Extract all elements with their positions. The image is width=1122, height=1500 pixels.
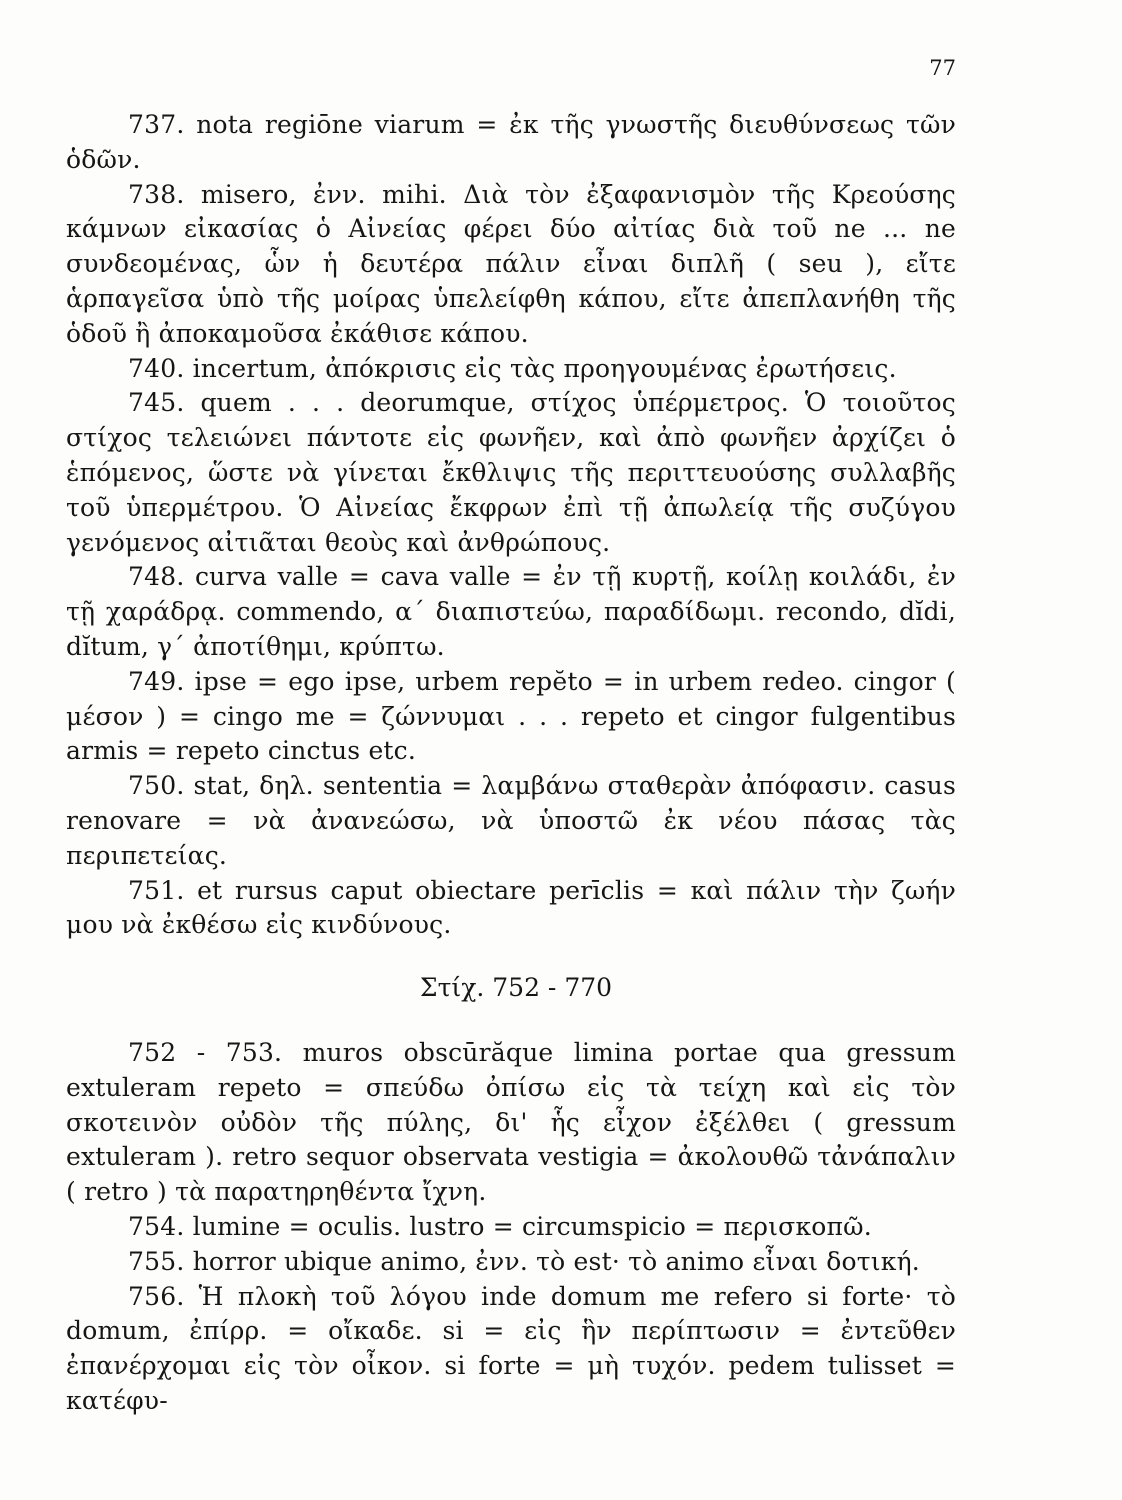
entry-752-753: 752 - 753. muros obscūrăque limina portae qua gressum extuleram repeto = σπεύδω ὀπίσω εἰς τὰ τείχη καὶ εἰς τὸν σκοτεινὸν οὐδὸν τῆς πύλης, δι' ἧς εἶχον ἐξέλθει ( gressum extuleram ). retro sequor observata vestigia = ἀκολουθῶ τἀνάπαλιν ( retro ) τὰ παρατηρηθέντα ἴχνη. (66, 1037, 956, 1207)
entry-756: 756. Ἡ πλοκὴ τοῦ λόγου inde domum me refero si forte· τὸ domum, ἐπίρρ. = οἴκαδε. si = εἰς ἣν περίπτωσιν = ἐντεῦθεν ἐπανέρχομαι εἰς τὸν οἶκον. si forte = μὴ τυχόν. pedem tulisset = κατέφυ- (66, 1281, 956, 1415)
section-heading: Στίχ. 752 - 770 (419, 973, 613, 1003)
commentary-text (66, 108, 956, 1419)
entry-745: 745. quem . . . deorumque, στίχος ὑπέρμετρος. Ὁ τοιοῦτος στίχος τελειώνει πάντοτε εἰς φωνῆεν, καὶ ἀπὸ φωνῆεν ἀρχίζει ὁ ἑπόμενος, ὥστε νὰ γίνεται ἔκθλιψις τῆς περιττευούσης συλλαβῆς τοῦ ὑπερμέτρου. Ὁ Αἰνείας ἔκφρων ἐπὶ τῇ ἀπωλείᾳ τῆς συζύγου γενόμενος αἰτιᾶται θεοὺς καὶ ἀνθρώπους. (66, 388, 956, 557)
entry-750: 750. stat, δηλ. sententia = λαμβάνω σταθερὰν ἀπόφασιν. casus renovare = νὰ ἀνανεώσω, νὰ ὑποστῶ ἐκ νέου πάσας τὰς περιπετείας. (66, 771, 956, 870)
entry-748: 748. curva valle = cava valle = ἐν τῇ κυρτῇ, κοίλῃ κοιλάδι, ἐν τῇ χαράδρᾳ. commendo, α΄ διαπιστεύω, παραδίδωμι. recondo, dĭdi, dĭtum, γ΄ ἀποτίθημι, κρύπτω. (66, 562, 956, 661)
entry-754: 754. lumine = oculis. lustro = circumspicio = περισκοπῶ. (128, 1211, 872, 1241)
entry-738: 738. misero, ἐνν. mihi. Διὰ τὸν ἐξαφανισμὸν τῆς Κρεούσης κάμνων εἰκασίας ὁ Αἰνείας φέρει δύο αἰτίας διὰ τοῦ ne ... ne συνδεομένας, ὧν ἡ δευτέρα πάλιν εἶναι διπλῆ ( seu ), εἴτε ἁρπαγεῖσα ὑπὸ τῆς μοίρας ὑπελείφθη κάπου, εἴτε ἀπεπλανήθη τῆς ὁδοῦ ἢ ἀποκαμοῦσα ἐκάθισε κάπου. (66, 179, 956, 348)
entry-740: 740. incertum, ἀπόκρισις εἰς τὰς προηγουμένας ἐρωτήσεις. (128, 353, 897, 383)
entry-755: 755. horror ubique animo, ἐνν. τὸ est· τὸ animo εἶναι δοτική. (128, 1246, 920, 1276)
entry-737: 737. nota regiōne viarum = ἐκ τῆς γνωστῆς διευθύνσεως τῶν ὁδῶν. (66, 110, 956, 174)
entry-749: 749. ipse = ego ipse, urbem repĕto = in urbem redeo. cingor ( μέσον ) = cingo me = ζώννυμαι . . . repeto et cingor fulgentibus armis = repeto cinctus etc. (66, 666, 956, 766)
page-number: 77 (929, 56, 956, 80)
entry-751: 751. et rursus caput obiectare perīclis = καὶ πάλιν τὴν ζωήν μου νὰ ἐκθέσω εἰς κινδύνους. (66, 875, 956, 940)
